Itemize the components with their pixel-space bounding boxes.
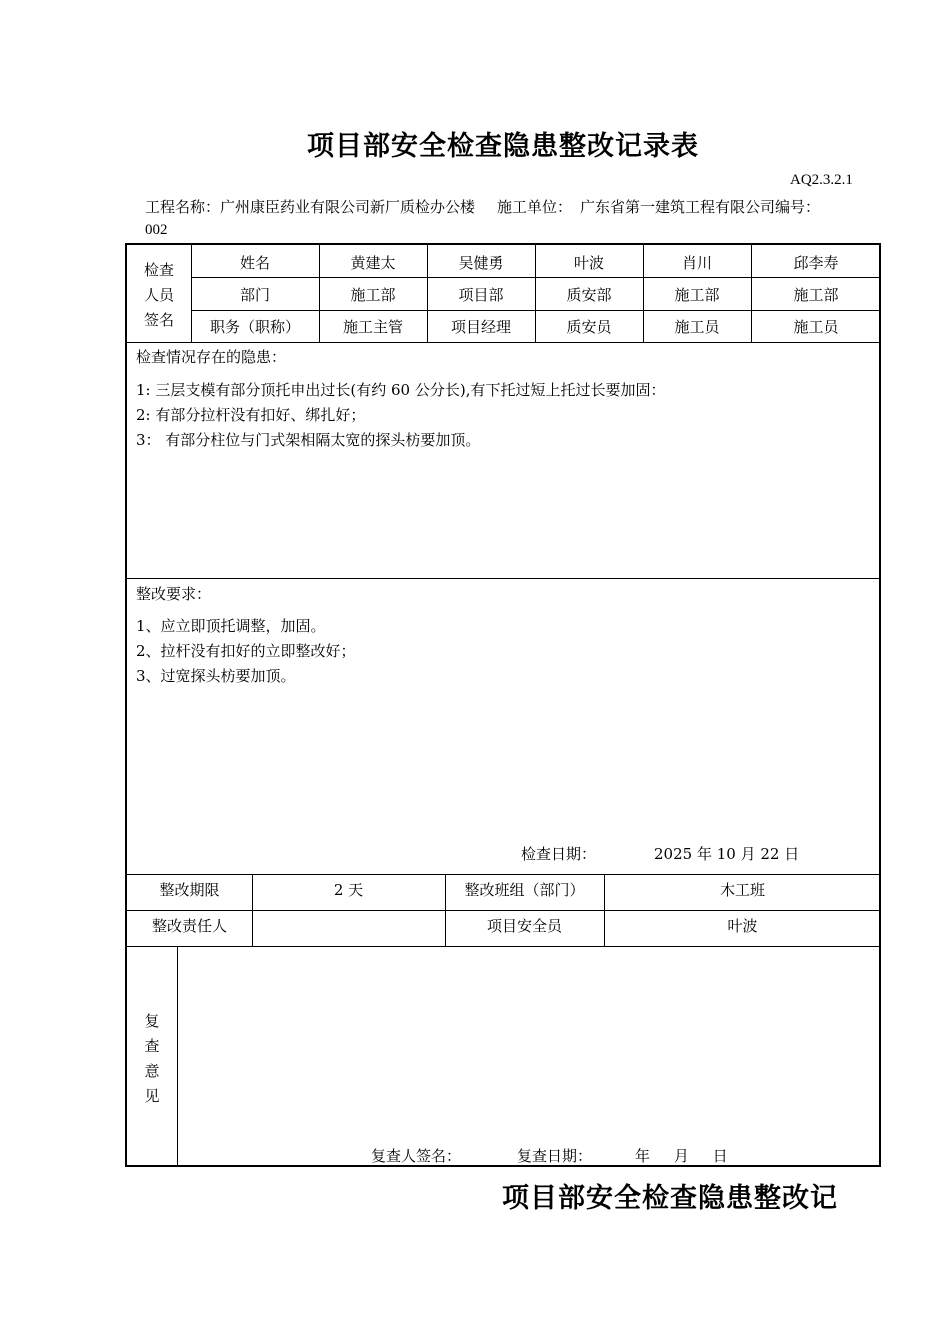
table-cell: 施工部 <box>793 286 839 304</box>
safety-officer-value: 叶波 <box>727 917 758 935</box>
table-cell: 部门 <box>239 286 270 304</box>
table-cell: 项目经理 <box>450 318 511 336</box>
review-date-label: 复查日期： <box>517 1147 593 1165</box>
divider <box>127 874 881 875</box>
footer-title: 项目部安全检查隐患整改记 <box>502 1183 838 1214</box>
team-value: 木工班 <box>719 881 765 899</box>
divider <box>177 946 178 1167</box>
divider <box>191 310 881 311</box>
review-label-char: 查 <box>144 1037 160 1055</box>
reviewer-signature-label: 复查人签名： <box>371 1147 462 1165</box>
requirement-item: 1、应立即顶托调整，加固。 <box>136 617 326 635</box>
table-cell: 肖川 <box>681 254 712 272</box>
table-cell: 施工部 <box>674 286 720 304</box>
inspection-date-label: 检查日期： <box>521 845 597 863</box>
unit-label: 施工单位： <box>497 198 573 216</box>
divider <box>127 342 881 343</box>
safety-officer-label: 项目安全员 <box>486 917 562 935</box>
project-info-line <box>145 196 820 217</box>
project-label: 工程名称： <box>145 198 221 216</box>
inspector-section-label <box>127 258 191 333</box>
deadline-label: 整改期限 <box>159 881 220 899</box>
hazard-item: 1: 三层支模有部分顶托申出过长(有约 60 公分长),有下托过短上托过长要加固： <box>136 381 666 399</box>
section-label-line: 签名 <box>143 311 174 329</box>
page-title: 项目部安全检查隐患整改记录表 <box>307 131 699 162</box>
table-cell: 施工主管 <box>342 318 403 336</box>
responsible-label: 整改责任人 <box>151 917 227 935</box>
team-label: 整改班组（部门） <box>464 881 585 899</box>
project-name: 广州康臣药业有限公司新厂质检办公楼 <box>220 198 476 216</box>
table-cell: 项目部 <box>458 286 504 304</box>
table-cell: 邱李寿 <box>793 254 839 272</box>
section-label-line: 人员 <box>143 286 174 304</box>
table-cell: 叶波 <box>573 254 604 272</box>
table-cell: 施工员 <box>793 318 839 336</box>
review-label-char: 意 <box>144 1062 160 1080</box>
table-cell: 施工员 <box>674 318 720 336</box>
table-cell: 质安员 <box>566 318 612 336</box>
record-number: 002 <box>145 222 168 238</box>
review-label-char: 复 <box>144 1012 160 1030</box>
table-cell: 黄建太 <box>350 254 396 272</box>
divider <box>127 578 881 579</box>
hazard-item: 2: 有部分拉杆没有扣好、绑扎好； <box>136 406 366 424</box>
record-table <box>125 243 881 1167</box>
hazard-item: 3： 有部分柱位与门式架相隔太宽的探头枋要加顶。 <box>136 431 481 449</box>
divider <box>191 277 881 278</box>
table-cell: 姓名 <box>239 254 270 272</box>
hazards-heading: 检查情况存在的隐患： <box>136 348 287 366</box>
deadline-value: 2 天 <box>333 881 364 899</box>
table-cell: 施工部 <box>350 286 396 304</box>
review-label-char: 见 <box>144 1087 160 1105</box>
divider <box>127 910 881 911</box>
table-cell: 质安部 <box>566 286 612 304</box>
document-code: AQ2.3.2.1 <box>790 172 853 188</box>
unit-name: 广东省第一建筑工程有限公司编号： <box>580 198 821 216</box>
section-label-line: 检查 <box>143 261 174 279</box>
requirement-item: 3、过宽探头枋要加顶。 <box>136 667 296 685</box>
table-cell: 职务（职称） <box>209 318 300 336</box>
table-cell: 吴健勇 <box>458 254 504 272</box>
requirements-heading: 整改要求： <box>136 585 212 603</box>
requirement-item: 2、拉杆没有扣好的立即整改好； <box>136 642 356 660</box>
inspection-date: 2025 年 10 月 22 日 <box>654 845 800 863</box>
review-section-label <box>127 1009 177 1109</box>
review-date-blank: 年 月 日 <box>635 1147 728 1165</box>
divider <box>127 946 881 947</box>
